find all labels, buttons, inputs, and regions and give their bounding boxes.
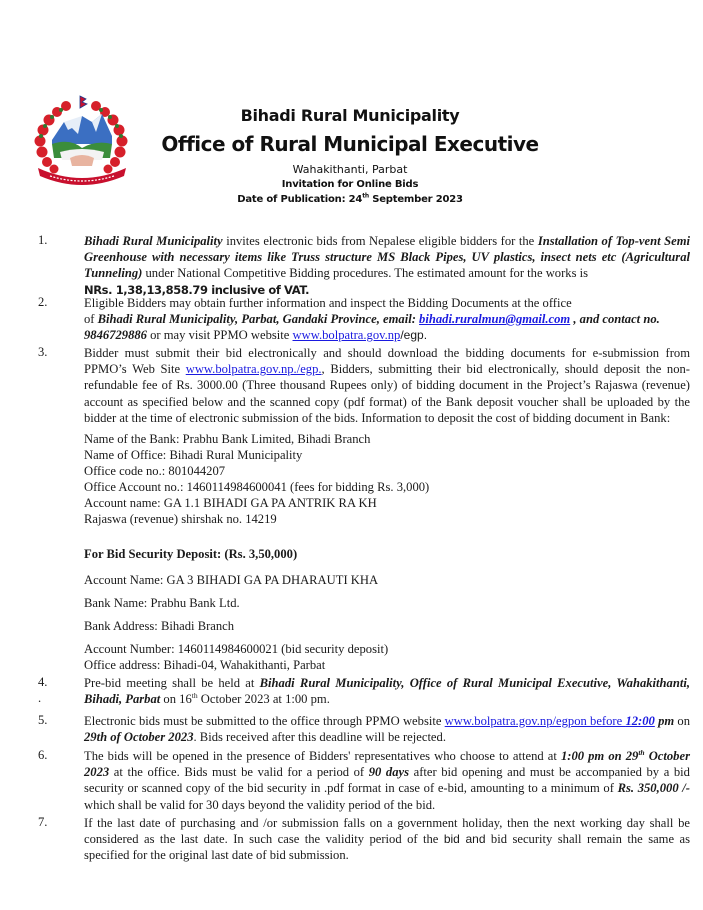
minimum-security: Rs. 350,000 /- [617, 781, 690, 796]
item-6-intro: The bids will be opened in the presence of Bidders' representatives who choose to attend at [84, 749, 561, 763]
project-title: Installation of Top-vent Semi Greenhouse with necessary items like Truss structure MS Black Pipes, UV plastics, insect nets etc (Agricultural Tunneling) [84, 234, 691, 281]
item-1-procedure: under National Competitive Bidding procedures. The estimated amount for the works is [142, 266, 589, 281]
item-7-number: 7. [38, 815, 48, 829]
opening-sup: th [638, 747, 645, 757]
item-5-text [84, 713, 690, 745]
publication-date-month: September 2023 [368, 194, 463, 205]
item-2-visit: or may visit PPMO website [146, 328, 293, 342]
publication-date-sup: th [362, 192, 369, 200]
item-2-line-1: Eligible Bidders may obtain further information and inspect the Bidding Documents at the office [84, 296, 572, 310]
item-4-dot: . [38, 691, 42, 705]
revenue-head-line: Rajaswa (revenue) shirshak no. 14219 [84, 512, 277, 526]
item-2-office: Bihadi Rural Municipality, Parbat, Gandaki Province, email: [97, 312, 420, 326]
bank-name-line: Name of the Bank: Prabhu Bank Limited, Bihadi Branch [84, 432, 371, 446]
office-address-line: Office address: Bihadi-04, Wahakithanti, Parbat [84, 658, 326, 672]
egpon-link-text[interactable]: www.bolpatra.gov.np/egpon before [444, 714, 626, 728]
municipality-name: Bihadi Rural Municipality [84, 234, 223, 248]
item-7-intro: If the last date of purchasing and /or submission falls on a government holiday, then the next working day shall be considered as the last date. In such case the validity period of the [84, 816, 690, 847]
office-code-line: Office code no.: 801044207 [84, 464, 226, 478]
item-4-text [84, 675, 690, 707]
prebid-venue: Bihadi Rural Municipality, Office of Rural Municipal Executive, Wahakithanti, Bihadi, Parbat [84, 676, 690, 707]
bid-security-heading: For Bid Security Deposit: (Rs. 3,50,000) [84, 547, 298, 561]
validity-period: 90 days [368, 765, 409, 780]
account-name-line: Account name: GA 1.1 BIHADI GA PA ANTRIK RA KH [84, 496, 377, 510]
item-6-end: which shall be valid for 30 days beyond the validity period of the bid. [84, 797, 436, 812]
item-4-sup: th [191, 691, 198, 701]
item-6-text [84, 748, 690, 813]
item-6-number: 6. [38, 748, 48, 762]
opening-time: 1:00 pm on 29 [560, 749, 639, 763]
organization-name: Bihadi Rural Municipality [240, 106, 460, 125]
email-link[interactable]: bihadi.ruralmun@gmail.com [419, 312, 571, 326]
security-bank-name: Bank Name: Prabhu Bank Ltd. [84, 596, 240, 610]
item-4-number: 4. [38, 675, 48, 689]
publication-date-text: Date of Publication: 24 [237, 194, 363, 205]
item-2-line-3 [84, 327, 427, 343]
opening-month: October 2023 [84, 749, 690, 780]
item-1-intro: invites electronic bids from Nepalese eligible bidders for the [222, 234, 538, 248]
deadline-pm: pm [658, 714, 675, 728]
item-3-text [84, 345, 690, 426]
egpon-link[interactable] [445, 714, 655, 728]
nepal-government-emblem-icon [30, 92, 134, 188]
item-1-text [84, 233, 690, 298]
item-5-number: 5. [38, 713, 48, 727]
security-account-number: Account Number: 1460114984600021 (bid security deposit) [84, 642, 389, 656]
item-2-egp: /egp. [400, 328, 428, 342]
item-4-on: on 16 [160, 692, 192, 707]
item-7-text [84, 815, 690, 864]
item-7-end: bid security shall remain the same as specified for the original last date of bid submission. [84, 832, 690, 863]
item-6-validity: at the office. Bids must be valid for a period of [109, 765, 369, 780]
item-5-rejection: . Bids received after this deadline will be rejected. [193, 730, 446, 745]
bolpatra-website-link[interactable]: www.bolpatra.gov.np [292, 328, 401, 342]
item-5-on: on [674, 714, 691, 728]
prebid-date: October 2023 at 1:00 pm. [197, 692, 330, 707]
item-2-line-2 [84, 311, 660, 327]
item-4-intro: Pre-bid meeting shall be held at [84, 676, 260, 690]
item-2-of: of [84, 312, 98, 326]
office-title: Office of Rural Municipal Executive [161, 132, 539, 156]
item-2-contact-label: , and contact no. [570, 312, 660, 326]
security-account-name: Account Name: GA 3 BIHADI GA PA DHARAUTI KHA [84, 573, 379, 587]
security-bank-address: Bank Address: Bihadi Branch [84, 619, 235, 633]
estimated-amount: NRs. 1,38,13,858.79 inclusive of VAT. [84, 282, 310, 297]
item-1-number: 1. [38, 233, 48, 247]
item-2-number: 2. [38, 295, 48, 309]
submission-deadline: 29th of October 2023 [84, 730, 194, 745]
office-address: Wahakithanti, Parbat [292, 163, 408, 176]
publication-date [140, 194, 560, 205]
deadline-time[interactable]: 12:00 [625, 714, 655, 728]
notice-type: Invitation for Online Bids [281, 179, 419, 190]
item-3-number: 3. [38, 345, 48, 359]
item-3-intro: Bidder must submit their bid electronically and should download the bidding documents for e-submission from PPMO’s Web Site [84, 346, 690, 377]
office-account-line: Office Account no.: 1460114984600041 (fees for bidding Rs. 3,000) [84, 480, 430, 494]
item-7-bid-and: bid and [443, 832, 486, 847]
item-5-intro: Electronic bids must be submitted to the office through PPMO website [84, 714, 445, 728]
bolpatra-egp-link[interactable]: www.bolpatra.gov.np./egp. [185, 362, 322, 377]
contact-phone: 9846729886 [84, 328, 147, 342]
office-name-line: Name of Office: Bihadi Rural Municipality [84, 448, 303, 462]
item-6-security: after bid opening and must be accompanied by a bid security or scanned copy of the bid security in .pdf format in case of e-bid, amounting to a minimum of [84, 765, 690, 796]
item-3-details: , Bidders, submitting their bid electronically, should deposit the non-refundable fee of Rs. 3000.00 (Three thousand Rupees only) of bidding document in the Project’s Rajaswa (revenue) account as specified below and the scanned copy (pdf format) of the Bank deposit voucher shall be uploaded by the bidder at the time of electronic submission of the bids. Information to deposit the cost of bidding document in Bank: [84, 362, 691, 425]
